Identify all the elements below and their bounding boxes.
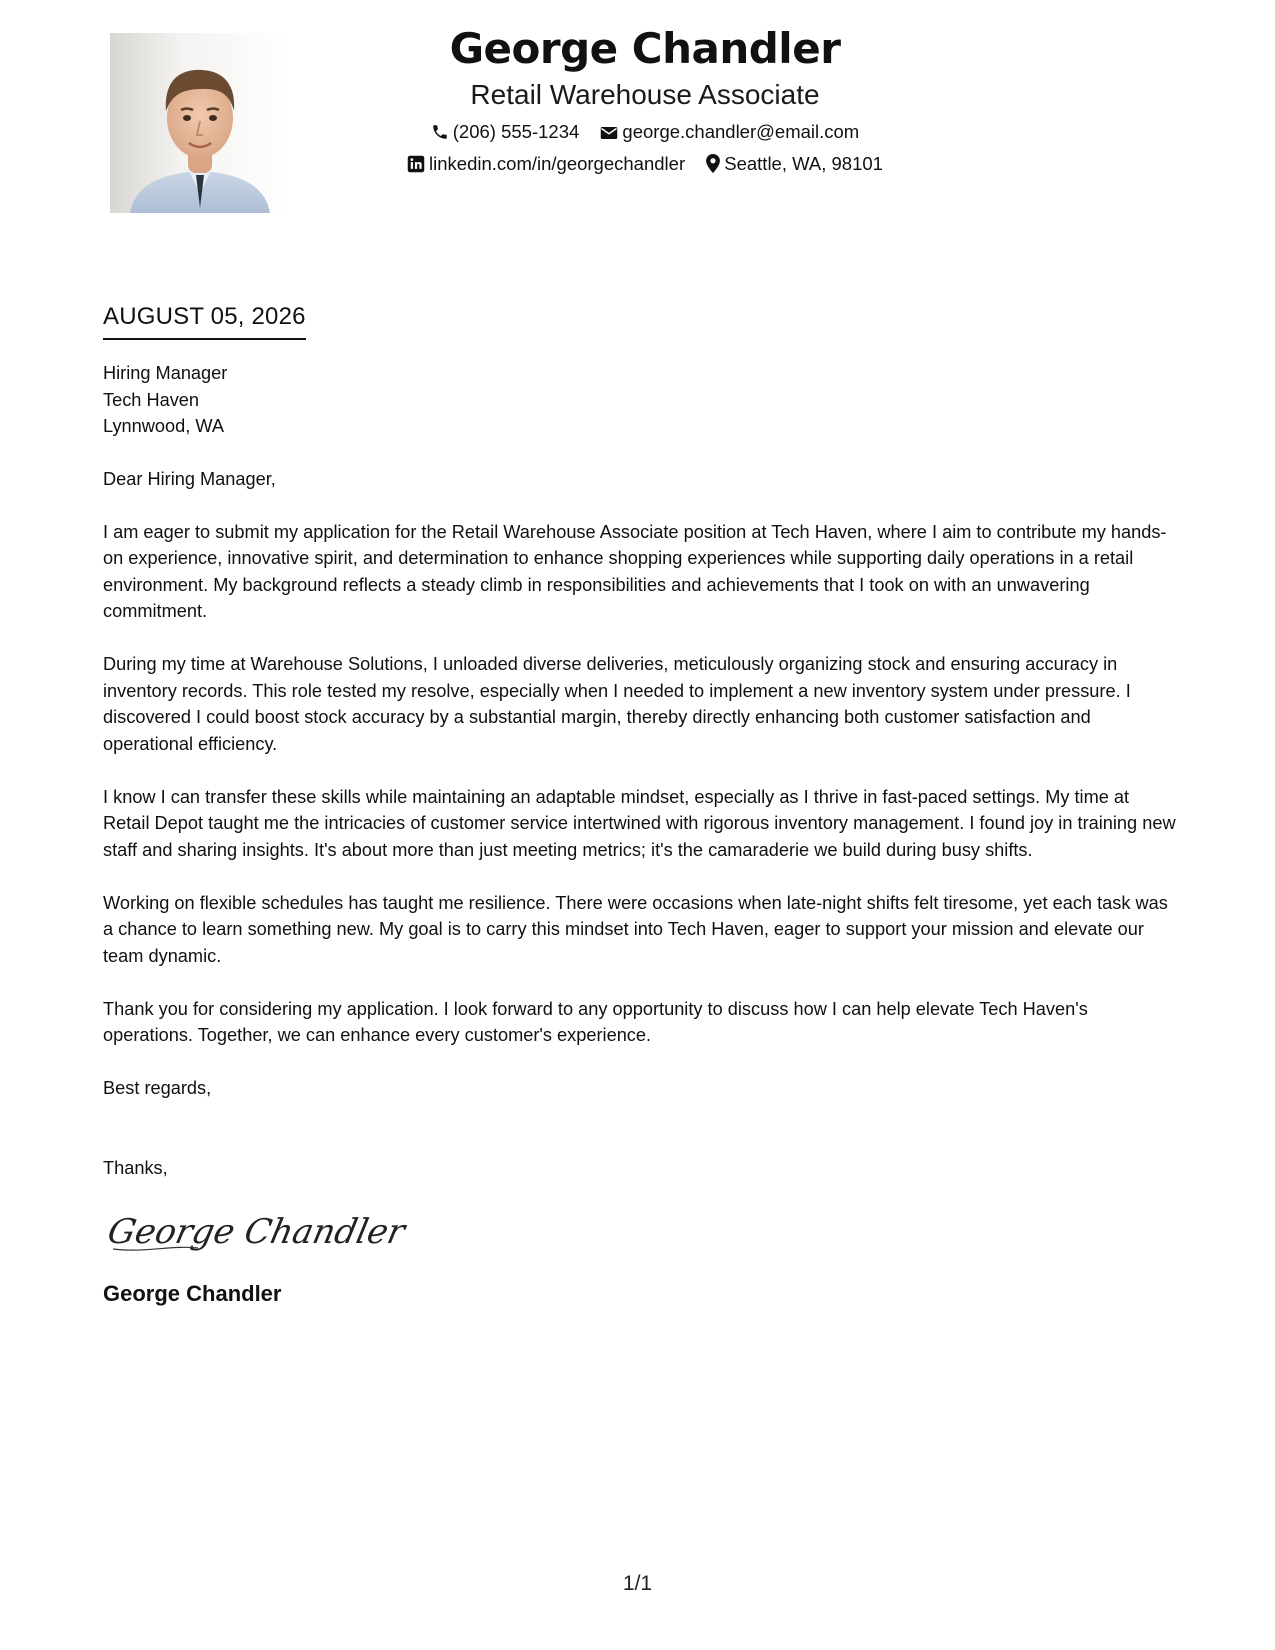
resume-header [300, 20, 990, 180]
recipient-line: Hiring Manager [103, 363, 228, 383]
contact-line-2 [300, 148, 990, 180]
letter-date: AUGUST 05, 2026 [103, 300, 306, 340]
recipient-line: Lynnwood, WA [103, 416, 224, 436]
phone-text: (206) 555-1234 [452, 121, 580, 142]
location-text: Seattle, WA, 98101 [724, 153, 883, 174]
salutation: Dear Hiring Manager, [103, 468, 276, 489]
contact-line-1 [300, 116, 990, 148]
profile-photo [110, 33, 290, 213]
letter-paragraph: I know I can transfer these skills while maintaining an adaptable mindset, especially as I thrive in fast-paced settings. My time at Retail Depot taught me the intricacies of customer service intertwined with rigorous inventory management. I found joy in training new staff and sharing insights. It's about more than just meeting metrics; it's the camaraderie we build during busy shifts. [103, 786, 1176, 860]
linkedin-text: linkedin.com/in/georgechandler [429, 153, 686, 174]
signature-image [103, 1201, 409, 1263]
thanks-line: Thanks, [103, 1157, 168, 1178]
email-contact[interactable] [600, 116, 859, 148]
recipient-line: Tech Haven [103, 389, 200, 410]
job-title: Retail Warehouse Associate [470, 79, 820, 110]
email-text: george.chandler@email.com [622, 121, 860, 142]
letter-paragraph: During my time at Warehouse Solutions, I unloaded diverse deliveries, meticulously organizing stock and ensuring accuracy in inventory records. This role tested my resolve, especially when I needed to implement a new inventory system under pressure. I discovered I could boost stock accuracy by a substantial margin, thereby directly enhancing both customer satisfaction and operational efficiency. [103, 654, 1131, 754]
linkedin-contact[interactable] [407, 148, 685, 180]
letter-paragraph: I am eager to submit my application for the Retail Warehouse Associate position at Tech Haven, where I aim to contribute my hands-on experience, innovative spirit, and determination to enhance shopping experiences while supporting daily operations in a retail environment. My background reflects a steady climb in responsibilities and achievements that I took on with an unwavering commitment. [103, 521, 1167, 621]
closing: Best regards, [103, 1078, 212, 1098]
map-pin-icon [706, 154, 720, 173]
handwritten-signature [103, 1201, 1178, 1267]
page-number: 1/1 [622, 1572, 653, 1595]
signer-name: George Chandler [103, 1281, 282, 1306]
linkedin-icon [407, 155, 425, 173]
phone-contact[interactable] [431, 116, 580, 148]
portrait-image [110, 33, 290, 213]
phone-icon [431, 123, 449, 141]
envelope-icon [600, 125, 618, 141]
letter-paragraph: Working on flexible schedules has taught me resilience. There were occasions when late-night shifts felt tiresome, yet each task was a chance to learn something new. My goal is to carry this mindset into Tech Haven, eager to support your mission and elevate our team dynamic. [103, 892, 1168, 966]
letter-paragraph: Thank you for considering my application. I look forward to any opportunity to discuss how I can help elevate Tech Haven's operations. Together, we can enhance every customer's experience. [103, 998, 1088, 1045]
svg-text:George Chandler: George Chandler [104, 1212, 409, 1252]
recipient-block [103, 360, 1178, 440]
applicant-name: George Chandler [449, 24, 841, 73]
location-contact [706, 148, 883, 180]
letter-body [103, 360, 1178, 1309]
